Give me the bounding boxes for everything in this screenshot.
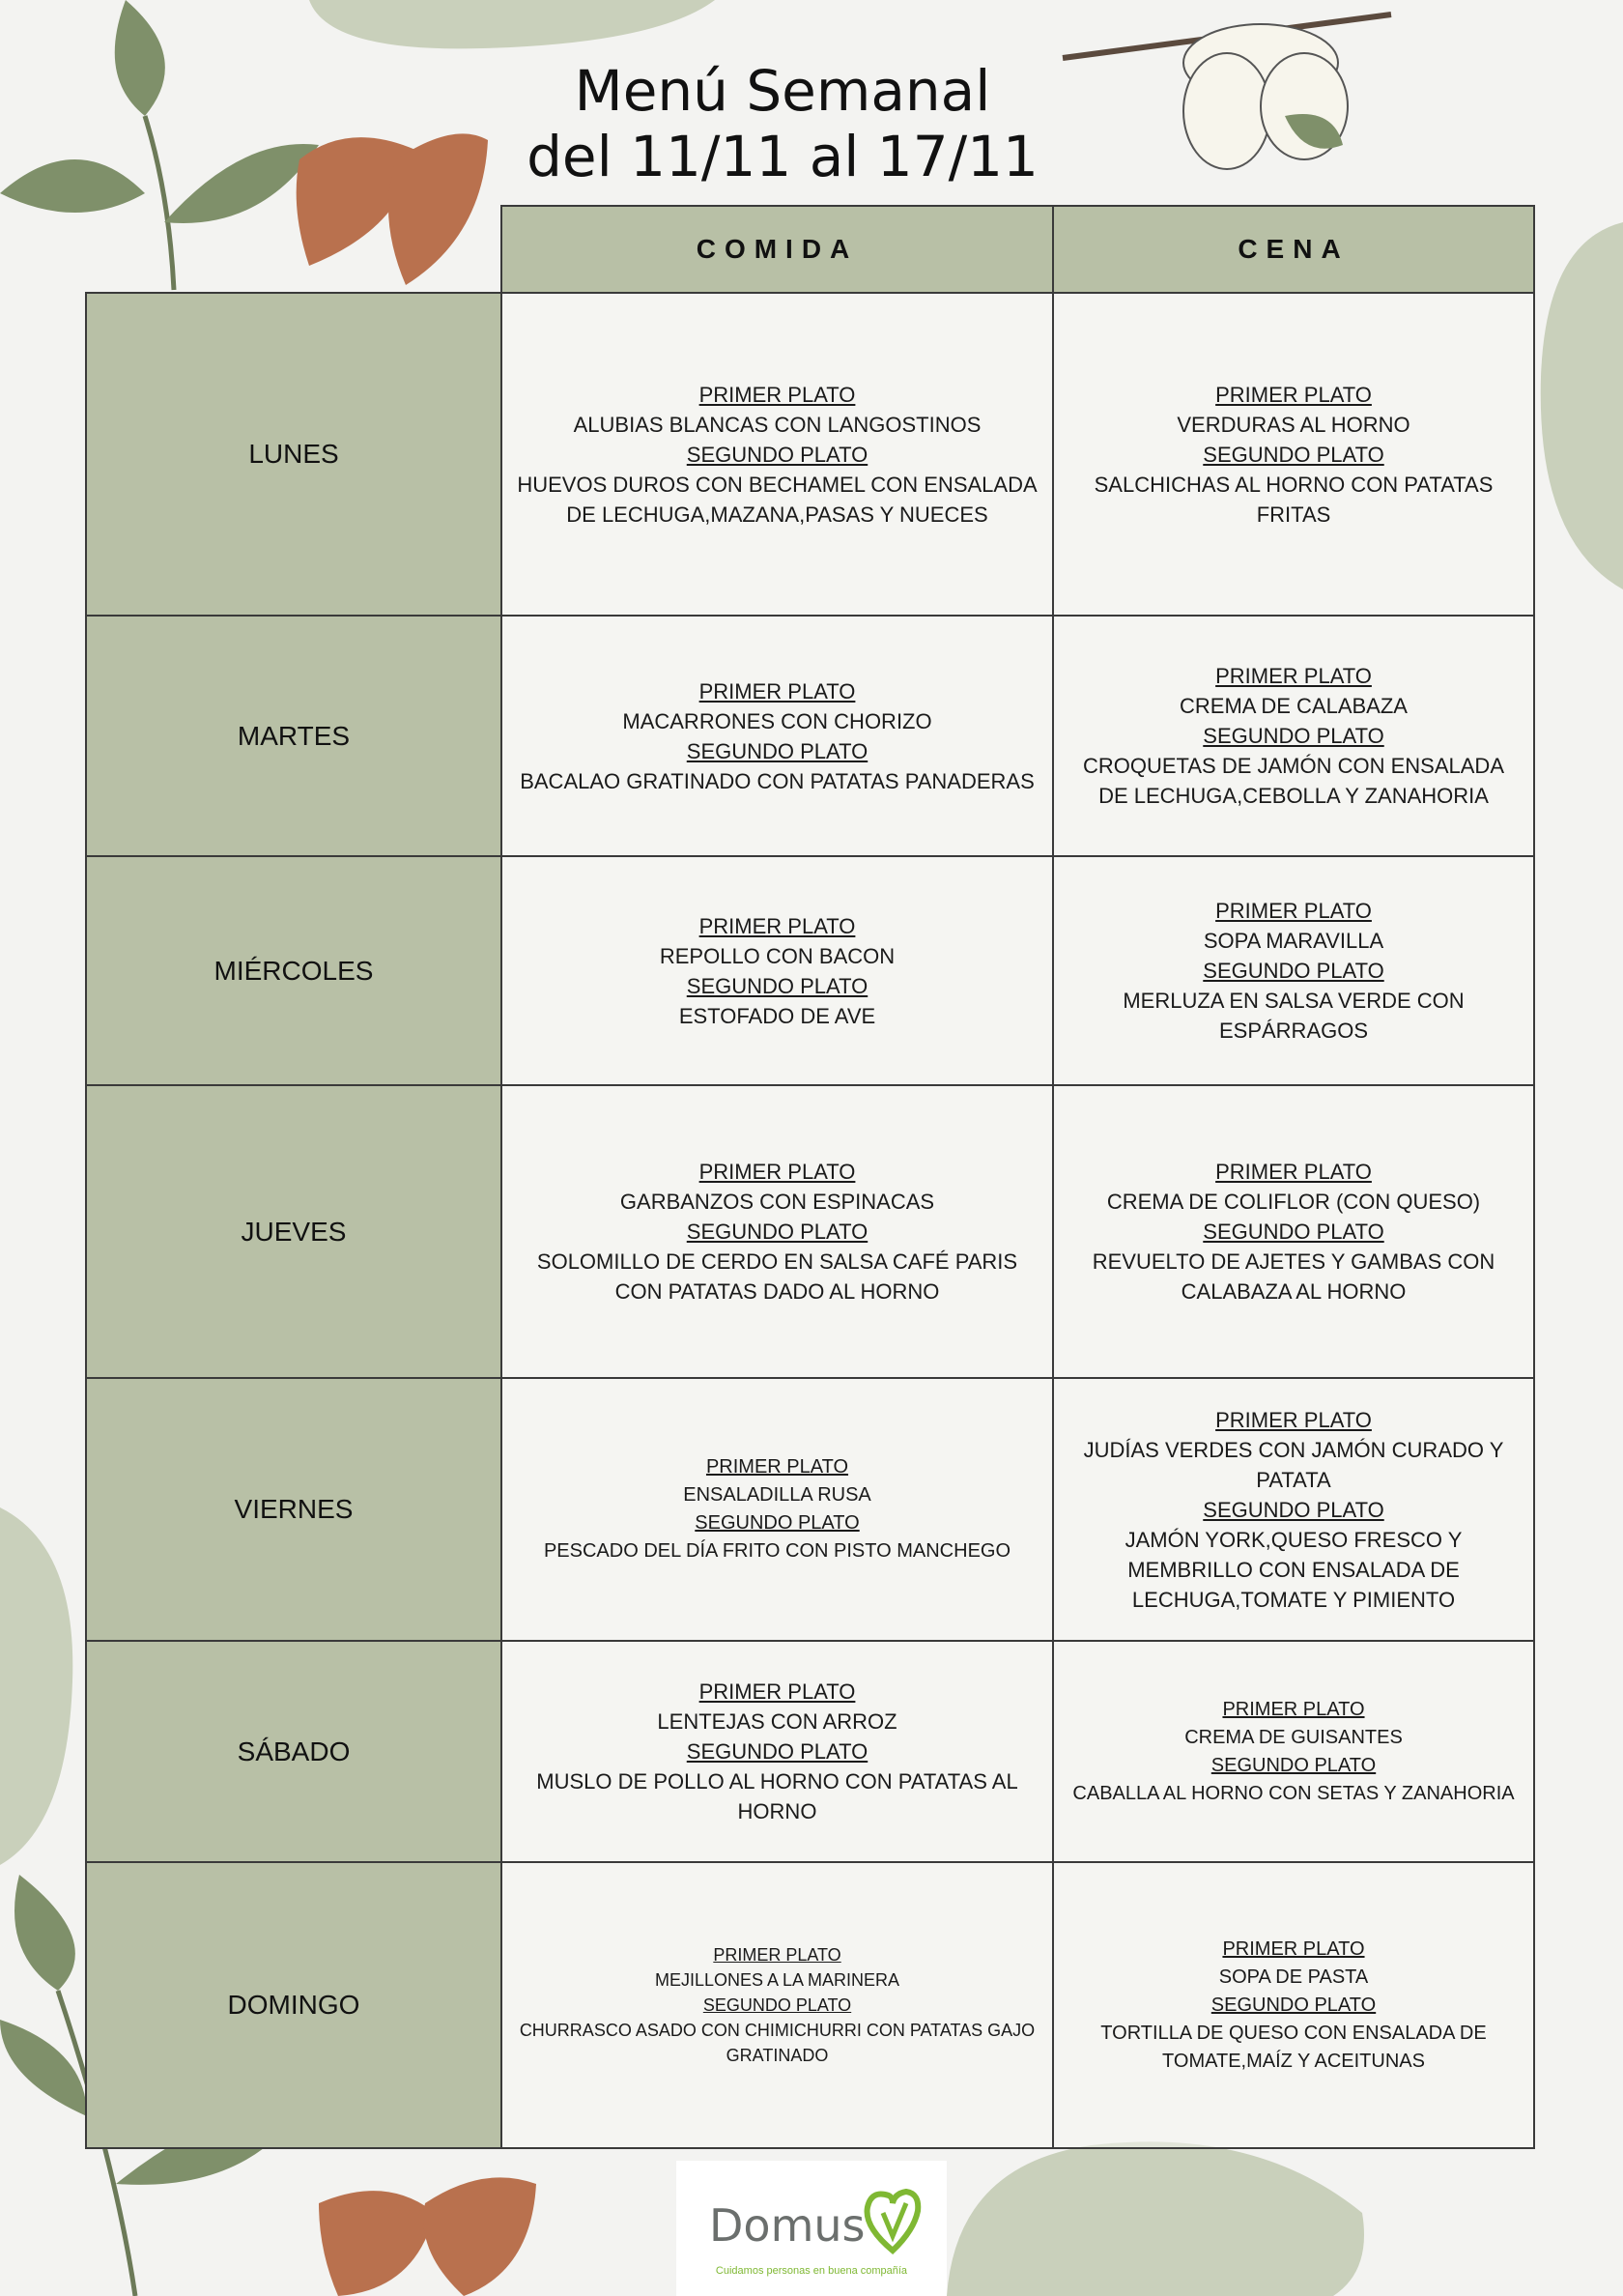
first-course-dish: GARBANZOS CON ESPINACAS xyxy=(619,1190,935,1214)
title-line-2: del 11/11 al 17/11 xyxy=(527,124,1039,189)
first-course-label: PRIMER PLATO xyxy=(698,1679,856,1704)
second-course-dish: TORTILLA DE QUESO CON ENSALADA DE TOMATE,MAÍZ Y ACEITUNAS xyxy=(1100,2022,1487,2072)
second-course-label: SEGUNDO PLATO xyxy=(695,1512,860,1534)
comida-cell xyxy=(501,293,1053,616)
second-course-label: SEGUNDO PLATO xyxy=(686,1220,868,1244)
second-course-label: SEGUNDO PLATO xyxy=(686,738,868,763)
comida-cell xyxy=(501,856,1053,1085)
cena-cell xyxy=(1053,1862,1534,2148)
logo-text: Domus xyxy=(709,2199,866,2252)
second-course-dish: CABALLA AL HORNO CON SETAS Y ZANAHORIA xyxy=(1072,1782,1515,1804)
table-row xyxy=(86,1085,1534,1378)
second-course-dish: HUEVOS DUROS CON BECHAMEL CON ENSALADA DE LECHUGA,MAZANA,PASAS Y NUECES xyxy=(517,472,1038,527)
decorative-blob-left xyxy=(0,1507,77,1875)
second-course-dish: CROQUETAS DE JAMÓN CON ENSALADA DE LECHUGA,CEBOLLA Y ZANAHORIA xyxy=(1083,754,1504,808)
comida-cell xyxy=(501,1641,1053,1862)
table-row xyxy=(86,1378,1534,1641)
second-course-dish: ESTOFADO DE AVE xyxy=(678,1003,876,1028)
second-course-label: SEGUNDO PLATO xyxy=(702,1995,852,2015)
second-course-dish: PESCADO DEL DÍA FRITO CON PISTO MANCHEGO xyxy=(543,1540,1011,1562)
page-title xyxy=(493,58,1072,189)
first-course-label: PRIMER PLATO xyxy=(1222,1937,1365,1960)
cena-cell xyxy=(1053,293,1534,616)
table-row xyxy=(86,1862,1534,2148)
first-course-label: PRIMER PLATO xyxy=(698,913,856,938)
second-course-label: SEGUNDO PLATO xyxy=(1203,1497,1384,1522)
first-course-label: PRIMER PLATO xyxy=(705,1456,849,1478)
second-course-label: SEGUNDO PLATO xyxy=(686,1739,868,1764)
first-course-label: PRIMER PLATO xyxy=(698,1160,856,1184)
cena-cell xyxy=(1053,856,1534,1085)
decorative-blob-bottom xyxy=(947,2136,1372,2296)
table-row xyxy=(86,856,1534,1085)
first-course-dish: MEJILLONES A LA MARINERA xyxy=(654,1970,900,1990)
first-course-dish: MACARRONES CON CHORIZO xyxy=(622,708,932,733)
second-course-dish: SOLOMILLO DE CERDO EN SALSA CAFÉ PARIS CON PATATAS DADO AL HORNO xyxy=(536,1249,1018,1304)
first-course-dish: JUDÍAS VERDES CON JAMÓN CURADO Y PATATA xyxy=(1083,1437,1504,1492)
second-course-label: SEGUNDO PLATO xyxy=(1203,724,1384,748)
second-course-dish: MERLUZA EN SALSA VERDE CON ESPÁRRAGOS xyxy=(1123,989,1465,1043)
table-row xyxy=(86,293,1534,616)
first-course-dish: CREMA DE COLIFLOR (CON QUESO) xyxy=(1106,1190,1481,1214)
table-header-row xyxy=(86,206,1534,293)
cena-cell xyxy=(1053,1641,1534,1862)
first-course-label: PRIMER PLATO xyxy=(1215,899,1372,923)
first-course-dish: CREMA DE CALABAZA xyxy=(1180,694,1408,718)
column-header-cena: CENA xyxy=(1053,206,1534,293)
second-course-label: SEGUNDO PLATO xyxy=(1203,442,1384,467)
second-course-dish: SALCHICHAS AL HORNO CON PATATAS FRITAS xyxy=(1094,472,1494,527)
first-course-label: PRIMER PLATO xyxy=(713,1945,841,1965)
first-course-dish: LENTEJAS CON ARROZ xyxy=(657,1709,897,1734)
header-empty-cell xyxy=(86,206,501,293)
day-label: MIÉRCOLES xyxy=(86,856,501,1085)
first-course-label: PRIMER PLATO xyxy=(1215,664,1372,688)
table-row xyxy=(86,616,1534,856)
cena-cell xyxy=(1053,616,1534,856)
decorative-blob-top xyxy=(290,0,734,58)
table-row xyxy=(86,1641,1534,1862)
first-course-label: PRIMER PLATO xyxy=(698,678,856,703)
second-course-dish: MUSLO DE POLLO AL HORNO CON PATATAS AL HORNO xyxy=(536,1769,1018,1823)
second-course-dish: BACALAO GRATINADO CON PATATAS PANADERAS xyxy=(520,768,1035,793)
column-header-comida: COMIDA xyxy=(501,206,1053,293)
comida-cell xyxy=(501,616,1053,856)
logo-tagline: Cuidamos personas en buena compañía xyxy=(715,2265,908,2277)
cena-cell xyxy=(1053,1378,1534,1641)
first-course-dish: ALUBIAS BLANCAS CON LANGOSTINOS xyxy=(573,412,982,437)
second-course-dish: REVUELTO DE AJETES Y GAMBAS CON CALABAZA AL HORNO xyxy=(1092,1249,1495,1304)
day-label: VIERNES xyxy=(86,1378,501,1641)
title-line-1: Menú Semanal xyxy=(574,58,991,124)
first-course-dish: CREMA DE GUISANTES xyxy=(1184,1726,1403,1748)
first-course-label: PRIMER PLATO xyxy=(1215,382,1372,407)
second-course-label: SEGUNDO PLATO xyxy=(686,442,868,467)
first-course-dish: SOPA DE PASTA xyxy=(1218,1966,1369,1988)
cena-cell xyxy=(1053,1085,1534,1378)
day-label: MARTES xyxy=(86,616,501,856)
second-course-label: SEGUNDO PLATO xyxy=(686,973,868,998)
second-course-dish: CHURRASCO ASADO CON CHIMICHURRI CON PATATAS GAJO GRATINADO xyxy=(519,2021,1036,2065)
first-course-dish: ENSALADILLA RUSA xyxy=(683,1484,871,1506)
comida-cell xyxy=(501,1378,1053,1641)
second-course-label: SEGUNDO PLATO xyxy=(1210,1994,1377,2016)
second-course-label: SEGUNDO PLATO xyxy=(1203,959,1384,983)
decorative-blob-right xyxy=(1536,222,1623,609)
comida-cell xyxy=(501,1862,1053,2148)
second-course-dish: JAMÓN YORK,QUESO FRESCO Y MEMBRILLO CON ENSALADA DE LECHUGA,TOMATE Y PIMIENTO xyxy=(1125,1527,1463,1612)
weekly-menu-table xyxy=(85,205,1535,2149)
flower-icon xyxy=(1024,0,1410,174)
second-course-label: SEGUNDO PLATO xyxy=(1203,1220,1384,1244)
first-course-dish: REPOLLO CON BACON xyxy=(659,943,896,968)
first-course-dish: VERDURAS AL HORNO xyxy=(1177,412,1410,437)
day-label: DOMINGO xyxy=(86,1862,501,2148)
first-course-dish: SOPA MARAVILLA xyxy=(1203,929,1384,953)
first-course-label: PRIMER PLATO xyxy=(1222,1698,1365,1720)
first-course-label: PRIMER PLATO xyxy=(1215,1407,1372,1432)
comida-cell xyxy=(501,1085,1053,1378)
day-label: SÁBADO xyxy=(86,1641,501,1862)
domusvi-logo xyxy=(676,2161,947,2296)
day-label: LUNES xyxy=(86,293,501,616)
nut-leaf-icon xyxy=(319,2165,541,2296)
day-label: JUEVES xyxy=(86,1085,501,1378)
logo-heart-icon xyxy=(864,2188,922,2255)
first-course-label: PRIMER PLATO xyxy=(1215,1160,1372,1184)
first-course-label: PRIMER PLATO xyxy=(698,382,856,407)
second-course-label: SEGUNDO PLATO xyxy=(1210,1754,1377,1776)
